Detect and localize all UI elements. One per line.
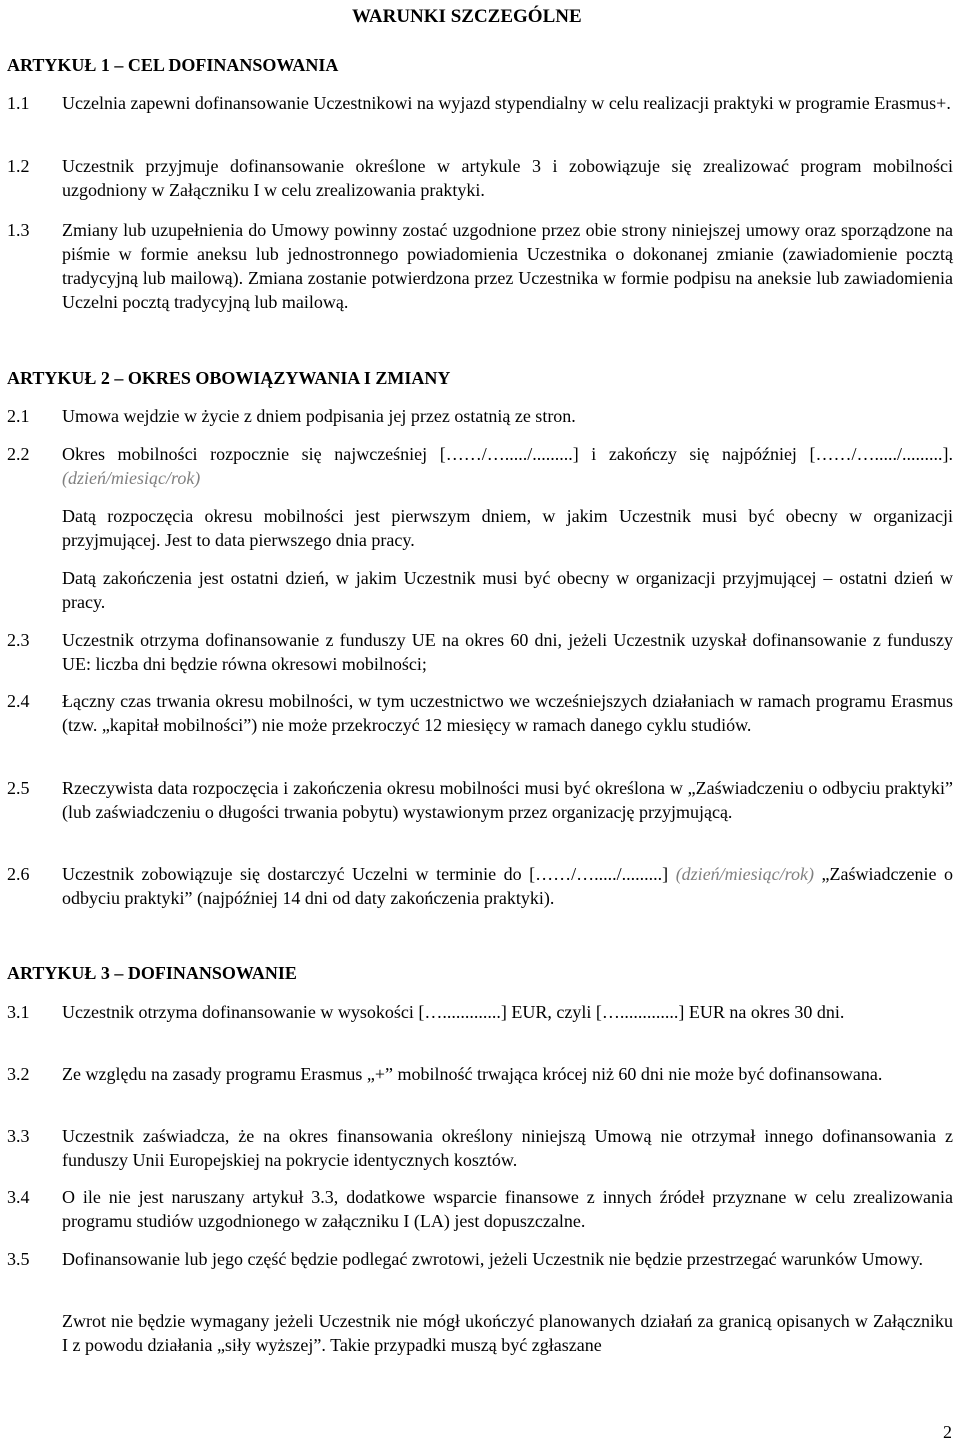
clause-text: Zmiany lub uzupełnienia do Umowy powinny zostać uzgodnione przez obie strony niniejszej umowy oraz sporządzone na piśmie w formie aneksu lub jednostronnego powiadomienia Uczestnika o dokonanej zmianie (zawiadomienie pocztą tradycyjną lub mailową). Zmiana zostanie potwierdzona przez Uczestnika w formie podpisu na aneksie lub zawiadomienia Uczelni pocztą tradycyjną lub mailową. xyxy=(62,220,953,312)
date-format-hint: (dzień/miesiąc/rok) xyxy=(675,864,814,884)
clause-number: 3.2 xyxy=(7,1064,30,1084)
refund-paragraph: Zwrot nie będzie wymagany jeżeli Uczestnik nie mógł ukończyć planowanych działań za granicą opisanych w Załączniku I z powodu działania „siły wyższej”. Takie przypadki muszą być zgłaszane xyxy=(62,1311,953,1355)
document-title: WARUNKI SZCZEGÓLNE xyxy=(352,6,582,27)
clause-text: Łączny czas trwania okresu mobilności, w tym uczestnictwo we wcześniejszych działaniach w ramach programu Erasmus (tzw. „kapitał mobilności”) nie może przekroczyć 12 miesięcy w ramach danego cyklu studiów. xyxy=(62,691,953,735)
article-3-heading: ARTYKUŁ 3 – DOFINANSOWANIE xyxy=(7,963,297,983)
clause-number: 1.1 xyxy=(7,93,30,113)
clause-text: Uczestnik otrzyma dofinansowanie w wysokości [….............] EUR, czyli [….............] EUR na okres 30 dni. xyxy=(62,1002,845,1022)
clause-3-5 xyxy=(7,1247,953,1271)
clause-3-2 xyxy=(7,1062,953,1086)
clause-text-main: Okres mobilności rozpocznie się najwcześniej [……/…...../.........] i zakończy się najpóźniej [……/…...../.........]. xyxy=(62,444,953,464)
clause-number: 1.2 xyxy=(7,156,30,176)
clause-text xyxy=(62,442,953,490)
clause-1-2 xyxy=(7,154,953,202)
clause-text: Uczestnik przyjmuje dofinansowanie określone w artykule 3 i zobowiązuje się zrealizować program mobilności uzgodniony w Załączniku I w celu zrealizowania praktyki. xyxy=(62,156,953,200)
clause-number: 3.3 xyxy=(7,1126,30,1146)
clause-text: Ze względu na zasady programu Erasmus „+” mobilność trwająca krócej niż 60 dni nie może być dofinansowana. xyxy=(62,1064,883,1084)
clause-1-3 xyxy=(7,218,953,314)
clause-number: 2.1 xyxy=(7,406,30,426)
clause-3-3 xyxy=(7,1124,953,1172)
clause-number: 2.5 xyxy=(7,778,30,798)
clause-text: Dofinansowanie lub jego część będzie podlegać zwrotowi, jeżeli Uczestnik nie będzie przestrzegać warunków Umowy. xyxy=(62,1249,923,1269)
clause-2-6 xyxy=(7,862,953,910)
clause-text: Uczelnia zapewni dofinansowanie Uczestnikowi na wyjazd stypendialny w celu realizacji praktyki w programie Erasmus+. xyxy=(62,93,951,113)
clause-2-4 xyxy=(7,689,953,737)
clause-3-4 xyxy=(7,1185,953,1233)
clause-text xyxy=(62,862,953,910)
clause-2-3 xyxy=(7,628,953,676)
clause-number: 2.6 xyxy=(7,864,30,884)
page-number: 2 xyxy=(943,1422,952,1442)
clause-number: 1.3 xyxy=(7,220,30,240)
clause-number: 2.2 xyxy=(7,444,30,464)
clause-number: 3.4 xyxy=(7,1187,30,1207)
clause-text-part-a: Uczestnik zobowiązuje się dostarczyć Uczelni w terminie do [……/…...../.........] xyxy=(62,864,669,884)
clause-2-2 xyxy=(7,442,953,490)
clause-text-part-b: „Zaświadczenie o odbyciu praktyki” (najpóźniej 14 dni od daty zakończenia praktyki). xyxy=(62,864,953,908)
clause-number: 2.4 xyxy=(7,691,30,711)
clause-2-1 xyxy=(7,404,953,428)
clause-number: 3.5 xyxy=(7,1249,30,1269)
clause-1-1 xyxy=(7,91,953,115)
clause-number: 2.3 xyxy=(7,630,30,650)
article-1-heading: ARTYKUŁ 1 – CEL DOFINANSOWANIA xyxy=(7,55,339,75)
end-date-paragraph: Datą zakończenia jest ostatni dzień, w jakim Uczestnik musi być obecny w organizacji przyjmującej – ostatni dzień w pracy. xyxy=(62,568,953,612)
clause-text: O ile nie jest naruszany artykuł 3.3, dodatkowe wsparcie finansowe z innych źródeł przyznane w celu zrealizowania programu studiów uzgodnionego w załączniku I (LA) jest dopuszczalne. xyxy=(62,1187,953,1231)
article-2-heading: ARTYKUŁ 2 – OKRES OBOWIĄZYWANIA I ZMIANY xyxy=(7,368,451,388)
clause-3-1 xyxy=(7,1000,953,1024)
start-date-paragraph: Datą rozpoczęcia okresu mobilności jest pierwszym dniem, w jakim Uczestnik musi być obecny w organizacji przyjmującej. Jest to data pierwszego dnia pracy. xyxy=(62,506,953,550)
clause-text: Umowa wejdzie w życie z dniem podpisania jej przez ostatnią ze stron. xyxy=(62,406,576,426)
clause-text: Uczestnik otrzyma dofinansowanie z funduszy UE na okres 60 dni, jeżeli Uczestnik uzyskał dofinansowanie z funduszy UE: liczba dni będzie równa okresowi mobilności; xyxy=(62,630,953,674)
clause-2-5 xyxy=(7,776,953,824)
date-format-hint: (dzień/miesiąc/rok) xyxy=(62,468,201,488)
clause-number: 3.1 xyxy=(7,1002,30,1022)
clause-text: Uczestnik zaświadcza, że na okres finansowania określony niniejszą Umową nie otrzymał innego dofinansowania z funduszy Unii Europejskiej na pokrycie identycznych kosztów. xyxy=(62,1126,953,1170)
clause-text: Rzeczywista data rozpoczęcia i zakończenia okresu mobilności musi być określona w „Zaświadczeniu o odbyciu praktyki” (lub zaświadczeniu o długości trwania pobytu) wystawionym przez organizację przyjmującą. xyxy=(62,778,953,822)
